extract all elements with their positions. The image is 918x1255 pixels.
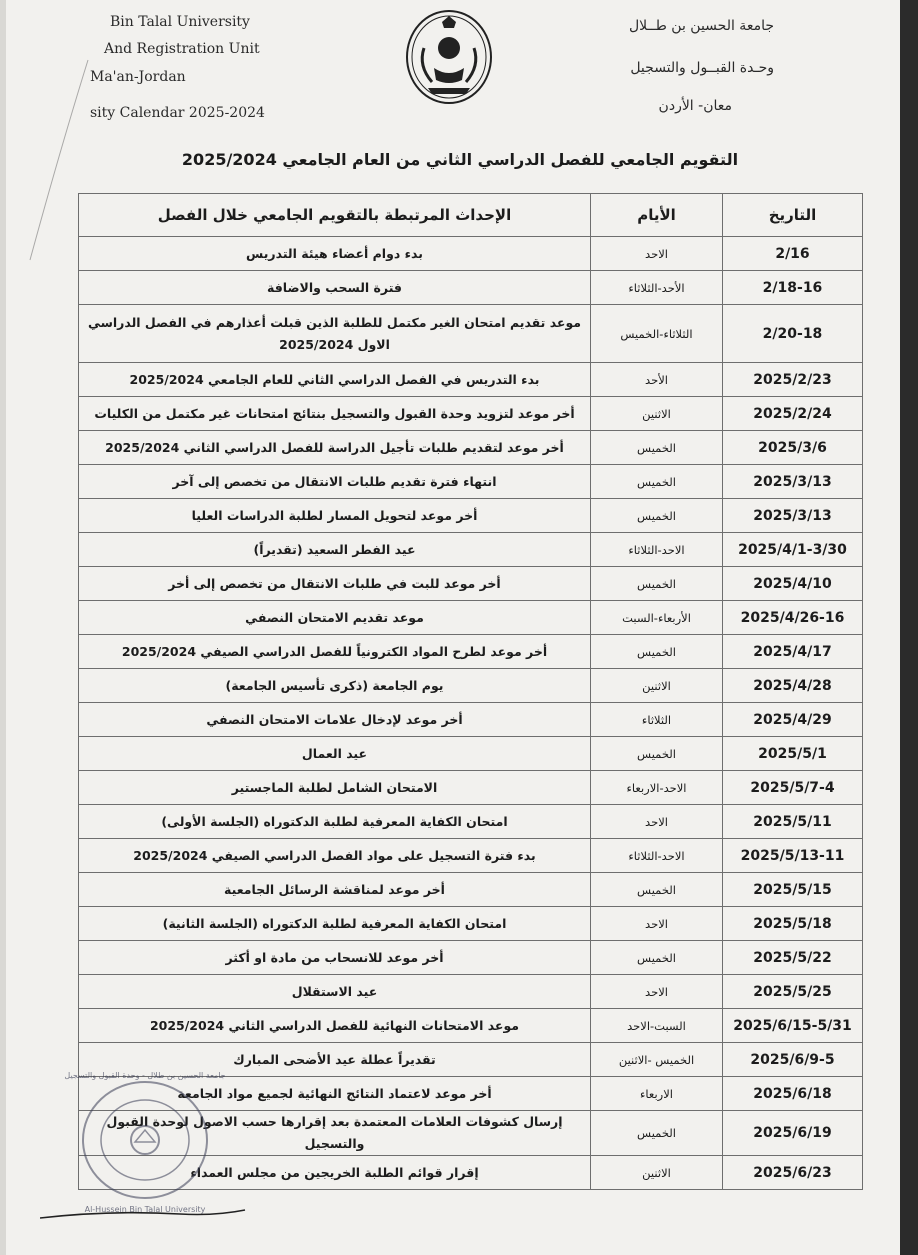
event-cell: أخر موعد لتحويل المسار لطلبة الدراسات العليا <box>79 499 591 533</box>
column-header-date: التاريخ <box>723 194 863 237</box>
date-cell: 2025/6/9-5 <box>723 1043 863 1077</box>
day-cell: الخميس <box>591 431 723 465</box>
table-row <box>79 975 863 1009</box>
table-row <box>79 237 863 271</box>
event-cell: أخر موعد للانسحاب من مادة او أكثر <box>79 941 591 975</box>
day-cell: الخميس <box>591 567 723 601</box>
table-row <box>79 305 863 363</box>
event-cell: إرسال كشوفات العلامات المعتمدة بعد إقرارها حسب الاصول لوحدة القبول والتسجيل <box>79 1111 591 1156</box>
event-cell: بدء فترة التسجيل على مواد الفصل الدراسي الصيفي 2025/2024 <box>79 839 591 873</box>
day-cell: الاحد-الثلاثاء <box>591 533 723 567</box>
table-row <box>79 1009 863 1043</box>
day-cell: الخميس <box>591 1111 723 1156</box>
day-cell: الخميس <box>591 873 723 907</box>
day-cell: الثلاثاء <box>591 703 723 737</box>
official-stamp <box>40 1060 250 1230</box>
header-ar-line1: جامعة الحسين بن طــلال <box>628 18 774 34</box>
event-cell: فترة السحب والاضافة <box>79 271 591 305</box>
column-header-event: الإحداث المرتبطة بالتقويم الجامعي خلال الفصل <box>79 194 591 237</box>
date-cell: 2025/4/29 <box>723 703 863 737</box>
table-row <box>79 805 863 839</box>
table-row <box>79 601 863 635</box>
day-cell: الاحد <box>591 975 723 1009</box>
event-cell: عيد العمال <box>79 737 591 771</box>
university-emblem-icon <box>404 8 494 106</box>
date-cell: 2025/6/18 <box>723 1077 863 1111</box>
day-cell: الاربعاء <box>591 1077 723 1111</box>
event-cell: أخر موعد للبت في طلبات الانتقال من تخصص إلى أخر <box>79 567 591 601</box>
day-cell: الخميس <box>591 635 723 669</box>
stamp-text-ar: جامعة الحسين بن طلال - وحدة القبول والتسجيل <box>64 1071 226 1080</box>
table-row <box>79 363 863 397</box>
table-header-row <box>79 194 863 237</box>
event-cell: الامتحان الشامل لطلبة الماجستير <box>79 771 591 805</box>
date-cell: 2025/5/22 <box>723 941 863 975</box>
date-cell: 2025/5/13-11 <box>723 839 863 873</box>
header-en-line3: Ma'an-Jordan <box>90 69 186 85</box>
day-cell: الخميس <box>591 941 723 975</box>
day-cell: الاحد <box>591 907 723 941</box>
day-cell: الاحد <box>591 237 723 271</box>
table-row <box>79 941 863 975</box>
header-en-line2: And Registration Unit <box>104 41 260 57</box>
event-cell: موعد الامتحانات النهائية للفصل الدراسي الثاني 2025/2024 <box>79 1009 591 1043</box>
date-cell: 2025/4/28 <box>723 669 863 703</box>
date-cell: 2025/3/13 <box>723 499 863 533</box>
day-cell: الأحد <box>591 363 723 397</box>
date-cell: 2025/6/23 <box>723 1156 863 1190</box>
day-cell: الاحد <box>591 805 723 839</box>
header-en-line4: sity Calendar 2025-2024 <box>90 105 265 121</box>
date-cell: 2025/3/6 <box>723 431 863 465</box>
day-cell: الاثنين <box>591 669 723 703</box>
date-cell: 2025/4/17 <box>723 635 863 669</box>
event-cell: أخر موعد لمناقشة الرسائل الجامعية <box>79 873 591 907</box>
day-cell: الثلاثاء-الخميس <box>591 305 723 363</box>
day-cell: الأربعاء-السبت <box>591 601 723 635</box>
event-cell: أخر موعد لتزويد وحدة القبول والتسجيل بنتائج امتحانات غير مكتمل من الكليات <box>79 397 591 431</box>
table-row <box>79 635 863 669</box>
header-ar-line2: وحـدة القبــول والتسجيل <box>630 60 774 76</box>
date-cell: 2/20-18 <box>723 305 863 363</box>
date-cell: 2025/5/15 <box>723 873 863 907</box>
table-row <box>79 465 863 499</box>
table-row <box>79 397 863 431</box>
page-fold-shadow <box>0 0 6 1255</box>
table-row <box>79 567 863 601</box>
date-cell: 2025/5/25 <box>723 975 863 1009</box>
event-cell: عيد الاستقلال <box>79 975 591 1009</box>
stamp-text-en: Al-Hussein Bin Talal University <box>84 1205 206 1214</box>
date-cell: 2025/5/11 <box>723 805 863 839</box>
day-cell: الاحد-الاربعاء <box>591 771 723 805</box>
event-cell: إقرار قوائم الطلبة الخريجين من مجلس العمداء <box>79 1156 591 1190</box>
date-cell: 2/16 <box>723 237 863 271</box>
header-en-line1: Bin Talal University <box>110 14 250 30</box>
table-row <box>79 271 863 305</box>
event-cell: أخر موعد لتقديم طلبات تأجيل الدراسة للفصل الدراسي الثاني 2025/2024 <box>79 431 591 465</box>
day-cell: الخميس <box>591 465 723 499</box>
day-cell: السبت-الاحد <box>591 1009 723 1043</box>
event-cell: امتحان الكفاية المعرفية لطلبة الدكتوراه (الجلسة الأولى) <box>79 805 591 839</box>
event-cell: أخر موعد لاعتماد النتائج النهائية لجميع مواد الجامعة <box>79 1077 591 1111</box>
date-cell: 2025/5/1 <box>723 737 863 771</box>
date-cell: 2025/4/1-3/30 <box>723 533 863 567</box>
header-ar-line3: معان- الأردن <box>658 98 732 114</box>
table-row <box>79 737 863 771</box>
event-cell: امتحان الكفاية المعرفية لطلبة الدكتوراه (الجلسة الثانية) <box>79 907 591 941</box>
day-cell: الأحد-الثلاثاء <box>591 271 723 305</box>
event-cell: أخر موعد لطرح المواد الكترونياً للفصل الدراسي الصيفي 2025/2024 <box>79 635 591 669</box>
date-cell: 2025/4/26-16 <box>723 601 863 635</box>
event-cell: بدء دوام أعضاء هيئة التدريس <box>79 237 591 271</box>
calendar-rows <box>79 237 863 1190</box>
date-cell: 2025/5/7-4 <box>723 771 863 805</box>
date-cell: 2025/6/19 <box>723 1111 863 1156</box>
table-row <box>79 533 863 567</box>
table-row <box>79 703 863 737</box>
table-row <box>79 873 863 907</box>
event-cell: موعد تقديم امتحان الغير مكتمل للطلبة الذين قبلت أعذارهم في الفصل الدراسي الاول 2025/2024 <box>79 305 591 363</box>
date-cell: 2025/5/18 <box>723 907 863 941</box>
table-row <box>79 431 863 465</box>
document-title: التقويم الجامعي للفصل الدراسي الثاني من العام الجامعي 2025/2024 <box>181 150 739 169</box>
table-row <box>79 669 863 703</box>
day-cell: الخميس <box>591 499 723 533</box>
event-cell: موعد تقديم الامتحان النصفي <box>79 601 591 635</box>
date-cell: 2025/2/23 <box>723 363 863 397</box>
table-row <box>79 499 863 533</box>
date-cell: 2025/4/10 <box>723 567 863 601</box>
event-cell: انتهاء فترة تقديم طلبات الانتقال من تخصص إلى آخر <box>79 465 591 499</box>
date-cell: 2025/3/13 <box>723 465 863 499</box>
day-cell: الاثنين <box>591 1156 723 1190</box>
date-cell: 2025/2/24 <box>723 397 863 431</box>
day-cell: الاحد-الثلاثاء <box>591 839 723 873</box>
table-row <box>79 839 863 873</box>
day-cell: الخميس -الاثنين <box>591 1043 723 1077</box>
event-cell: أخر موعد لإدخال علامات الامتحان النصفي <box>79 703 591 737</box>
event-cell: تقديراً عطلة عيد الأضحى المبارك <box>79 1043 591 1077</box>
table-row <box>79 907 863 941</box>
event-cell: عيد الفطر السعيد (تقديراً) <box>79 533 591 567</box>
calendar-table <box>78 193 863 1190</box>
date-cell: 2025/6/15-5/31 <box>723 1009 863 1043</box>
table-row <box>79 771 863 805</box>
event-cell: بدء التدريس في الفصل الدراسي الثاني للعام الجامعي 2025/2024 <box>79 363 591 397</box>
day-cell: الاثنين <box>591 397 723 431</box>
day-cell: الخميس <box>591 737 723 771</box>
column-header-day: الأيام <box>591 194 723 237</box>
date-cell: 2/18-16 <box>723 271 863 305</box>
event-cell: يوم الجامعة (ذكرى تأسيس الجامعة) <box>79 669 591 703</box>
